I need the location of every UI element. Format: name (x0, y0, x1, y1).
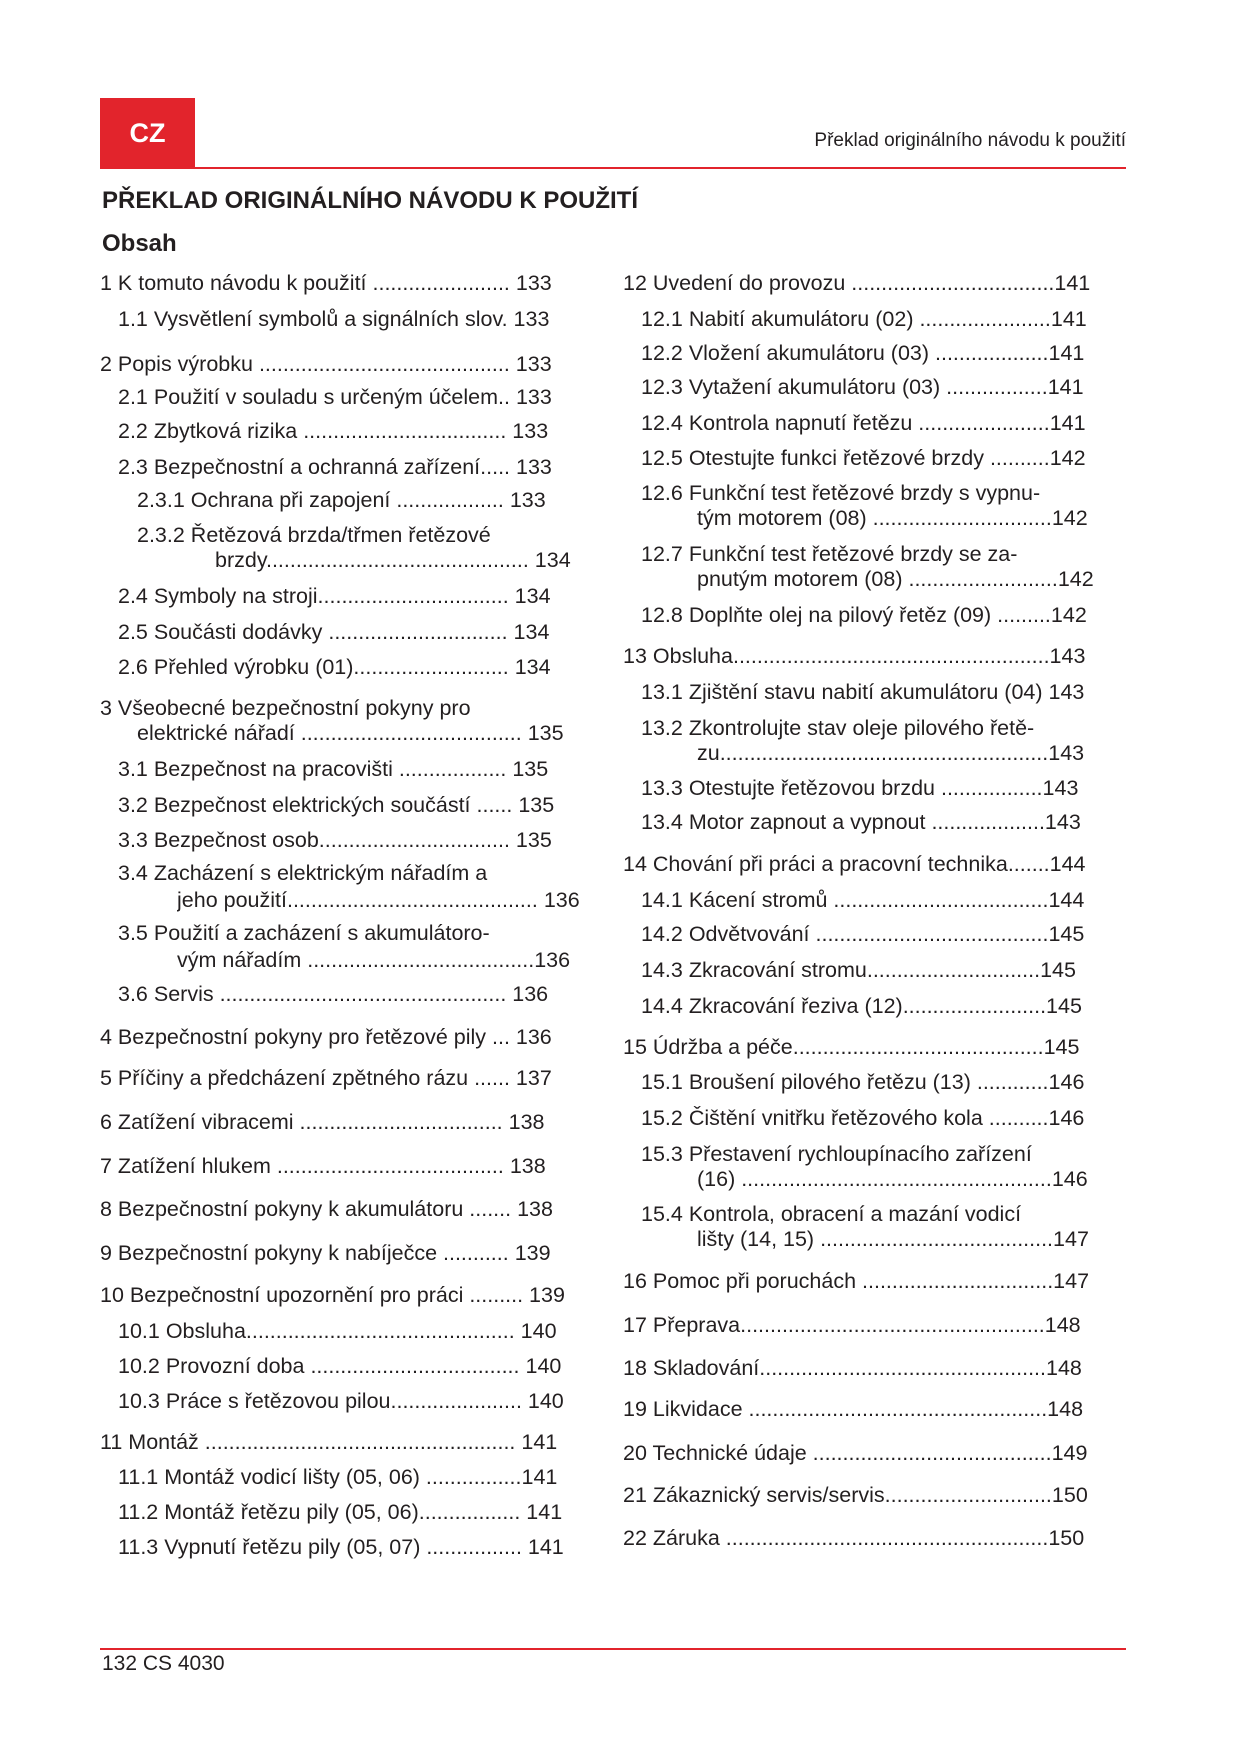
toc-entry: 3.4 Zacházení s elektrickým nářadím a (118, 861, 488, 885)
toc-entry: 17 Přeprava...................................................148 (623, 1313, 1081, 1337)
toc-entry: 15.3 Přestavení rychloupínacího zařízení (641, 1142, 1032, 1166)
toc-entry: 13.4 Motor zapnout a vypnout ...................143 (641, 810, 1081, 834)
toc-entry: 2 Popis výrobku .......................................... 133 (100, 352, 552, 376)
toc-entry: 10.1 Obsluha............................................. 140 (118, 1319, 557, 1343)
toc-entry: elektrické nářadí ..................................... 135 (137, 721, 564, 745)
toc-entry: 14.3 Zkracování stromu.............................145 (641, 958, 1076, 982)
toc-entry: 19 Likvidace ..................................................148 (623, 1397, 1084, 1421)
toc-entry: 15.2 Čištění vnitřku řetězového kola ..........146 (641, 1106, 1085, 1130)
toc-entry: 3.1 Bezpečnost na pracovišti .................. 135 (118, 757, 549, 781)
toc-entry: 10.2 Provozní doba ................................... 140 (118, 1354, 562, 1378)
toc-entry: 3.6 Servis ................................................ 136 (118, 982, 549, 1006)
toc-entry: 2.3.2 Řetězová brzda/třmen řetězové (137, 523, 491, 547)
page-title: PŘEKLAD ORIGINÁLNÍHO NÁVODU K POUŽITÍ (102, 187, 639, 214)
toc-entry: 12.4 Kontrola napnutí řetězu ......................141 (641, 411, 1086, 435)
toc-entry: 2.3 Bezpečnostní a ochranná zařízení..... 133 (118, 455, 552, 479)
page-footer: 132 CS 4030 (102, 1652, 225, 1675)
toc-entry: 6 Zatížení vibracemi .................................. 138 (100, 1110, 545, 1134)
footer-divider (100, 1648, 1126, 1650)
toc-entry: 1 K tomuto návodu k použití ....................... 133 (100, 271, 552, 295)
toc-entry: (16) ....................................................146 (697, 1167, 1088, 1191)
toc-entry: 3.2 Bezpečnost elektrických součástí ...... 135 (118, 793, 555, 817)
toc-entry: 12.1 Nabití akumulátoru (02) ......................141 (641, 307, 1087, 331)
toc-entry: 14.1 Kácení stromů ....................................144 (641, 888, 1085, 912)
toc-entry: 15 Údržba a péče..........................................145 (623, 1035, 1080, 1059)
header-divider (100, 167, 1126, 169)
toc-heading: Obsah (102, 230, 177, 257)
toc-entry: 13.3 Otestujte řetězovou brzdu .................143 (641, 776, 1079, 800)
toc-entry: brzdy............................................ 134 (215, 548, 571, 572)
toc-entry: 1.1 Vysvětlení symbolů a signálních slov. 133 (118, 307, 550, 331)
language-tab (100, 98, 195, 168)
toc-entry: 2.6 Přehled výrobku (01).......................... 134 (118, 655, 551, 679)
toc-entry: 4 Bezpečnostní pokyny pro řetězové pily ... 136 (100, 1025, 552, 1049)
running-header: Překlad originálního návodu k použití (814, 130, 1126, 151)
toc-entry: zu.......................................................143 (697, 741, 1085, 765)
toc-entry: 12.5 Otestujte funkci řetězové brzdy ..........142 (641, 446, 1086, 470)
toc-entry: lišty (14, 15) .......................................147 (697, 1227, 1089, 1251)
toc-entry: 20 Technické údaje ........................................149 (623, 1441, 1088, 1465)
toc-entry: 2.1 Použití v souladu s určeným účelem.. 133 (118, 385, 552, 409)
toc-entry: 16 Pomoc při poruchách ................................147 (623, 1269, 1090, 1293)
toc-entry: 9 Bezpečnostní pokyny k nabíječce ........... 139 (100, 1241, 551, 1265)
toc-entry: 2.3.1 Ochrana při zapojení .................. 133 (137, 488, 546, 512)
toc-entry: 11 Montáž .................................................... 141 (100, 1430, 558, 1454)
toc-entry: pnutým motorem (08) .........................142 (697, 567, 1094, 591)
toc-entry: 12 Uvedení do provozu ..................................141 (623, 271, 1091, 295)
language-code: CZ (129, 117, 166, 148)
toc-entry: 11.3 Vypnutí řetězu pily (05, 07) ................ 141 (118, 1535, 564, 1559)
toc-entry: 12.6 Funkční test řetězové brzdy s vypnu- (641, 481, 1041, 505)
toc-entry: 12.3 Vytažení akumulátoru (03) .................141 (641, 375, 1084, 399)
toc-entry: 7 Zatížení hlukem ...................................... 138 (100, 1154, 546, 1178)
toc-entry: 10 Bezpečnostní upozornění pro práci ......... 139 (100, 1283, 565, 1307)
toc-entry: 14.4 Zkracování řeziva (12)........................145 (641, 994, 1082, 1018)
toc-entry: 13 Obsluha.....................................................143 (623, 644, 1086, 668)
toc-entry: 3.5 Použití a zacházení s akumulátoro- (118, 921, 490, 945)
toc-entry: jeho použití.......................................... 136 (177, 888, 580, 912)
toc-entry: 15.1 Broušení pilového řetězu (13) ............146 (641, 1070, 1085, 1094)
toc-entry: 15.4 Kontrola, obracení a mazání vodicí (641, 1202, 1022, 1226)
toc-entry: 5 Příčiny a předcházení zpětného rázu ...... 137 (100, 1066, 552, 1090)
toc-entry: 14.2 Odvětvování .......................................145 (641, 922, 1085, 946)
toc-entry: 22 Záruka ......................................................150 (623, 1526, 1085, 1550)
toc-entry: 11.2 Montáž řetězu pily (05, 06)................. 141 (118, 1500, 563, 1524)
toc-entry: 12.8 Doplňte olej na pilový řetěz (09) .........142 (641, 603, 1087, 627)
toc-entry: 2.2 Zbytková rizika .................................. 133 (118, 419, 549, 443)
toc-entry: 12.2 Vložení akumulátoru (03) ...................141 (641, 341, 1085, 365)
toc-entry: vým nářadím ......................................136 (177, 948, 571, 972)
toc-entry: 3.3 Bezpečnost osob................................ 135 (118, 828, 552, 852)
toc-entry: 8 Bezpečnostní pokyny k akumulátoru ....... 138 (100, 1197, 553, 1221)
toc-entry: 11.1 Montáž vodicí lišty (05, 06) ................141 (118, 1465, 558, 1489)
toc-entry: 14 Chování při práci a pracovní technika.......144 (623, 852, 1086, 876)
toc-entry: 10.3 Práce s řetězovou pilou...................... 140 (118, 1389, 564, 1413)
toc-entry: 18 Skladování................................................148 (623, 1356, 1082, 1380)
toc-entry: 12.7 Funkční test řetězové brzdy se za- (641, 542, 1018, 566)
toc-entry: 2.5 Součásti dodávky .............................. 134 (118, 620, 550, 644)
toc-entry: tým motorem (08) ..............................142 (697, 506, 1088, 530)
toc-entry: 2.4 Symboly na stroji................................ 134 (118, 584, 551, 608)
toc-entry: 21 Zákaznický servis/servis............................150 (623, 1483, 1088, 1507)
toc-entry: 13.1 Zjištění stavu nabití akumulátoru (04) 143 (641, 680, 1085, 704)
toc-entry: 13.2 Zkontrolujte stav oleje pilového řetě- (641, 716, 1035, 740)
toc-entry: 3 Všeobecné bezpečnostní pokyny pro (100, 696, 471, 720)
